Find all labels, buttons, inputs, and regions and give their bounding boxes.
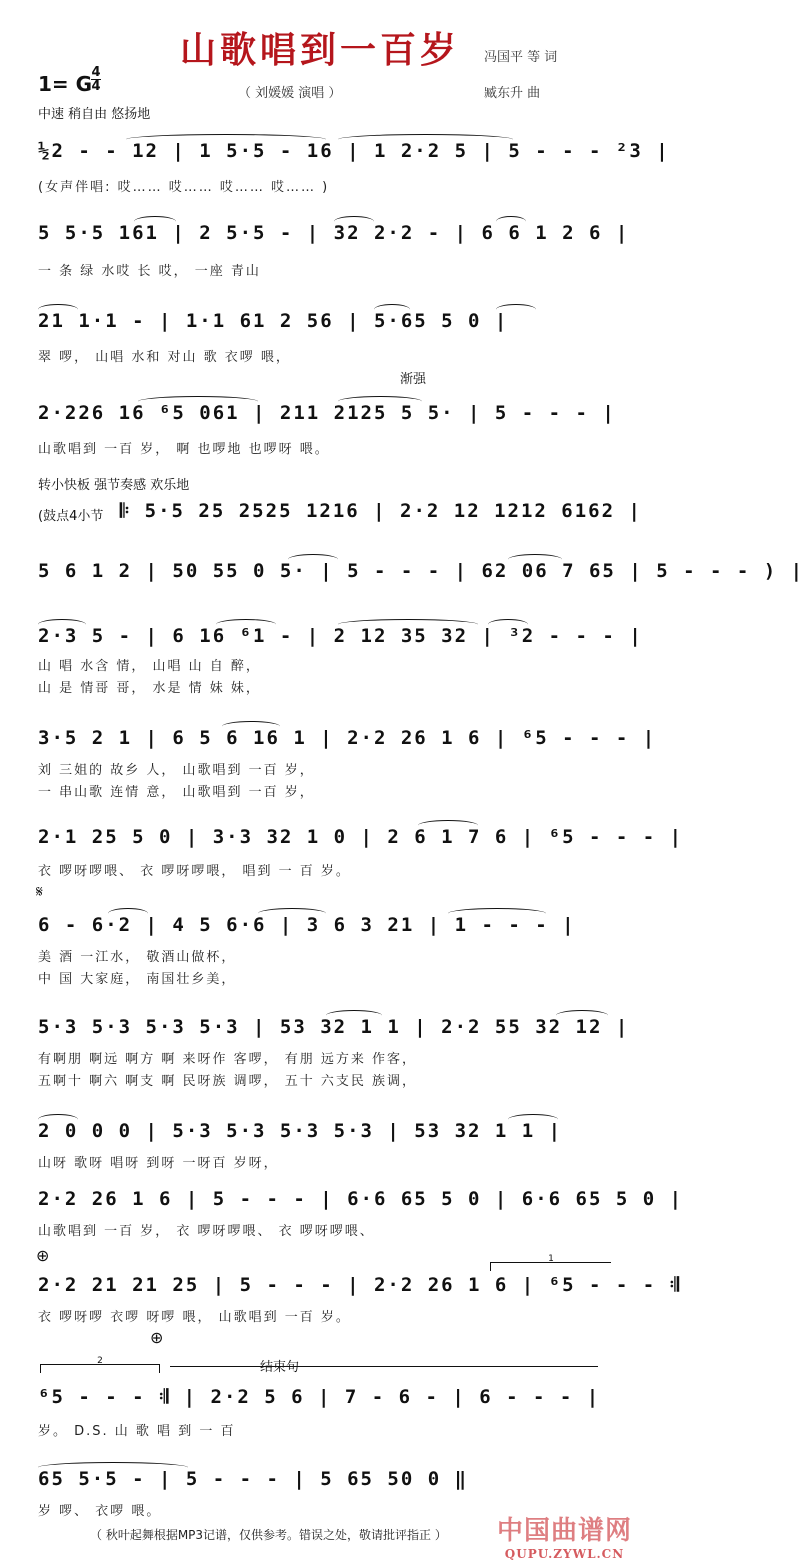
lyric-line: 五啊十 啊六 啊支 啊 民呀族 调啰， 五十 六支民 族调， [38,1074,418,1089]
coda-symbol: ⊕ [150,1328,164,1347]
lyric-line: 山歌唱到 一百 岁， 衣 啰呀啰喂、 衣 啰呀啰喂、 [38,1224,375,1239]
notation-line: 2·226 16 ⁶5 061 | 211 2125 5 5· | 5 - - - | [38,402,616,424]
volta-1-bracket [490,1254,611,1271]
notation-line: 5 5·5 161 | 2 5·5 - | 32 2·2 - | 6 6 1 2 6 | [38,222,630,244]
notation-line: 5 6 1 2 | 50 55 0 5· | 5 - - - | 62 06 7 65 | 5 - - - ) | [38,560,804,582]
notation-line: ½2 - - 12 | 1 5·5 - 16 | 1 2·2 5 | 5 - - - ²3 | [38,140,670,162]
time-signature-bottom: 4 [91,79,101,94]
transcription-note: （ 秋叶起舞根据MP3记谱，仅供参考。错误之处，敬请批评指正 ） [90,1528,447,1542]
lyric-line: 衣 啰呀啰喂、 衣 啰呀啰喂， 唱到 一 百 岁。 [38,864,351,879]
lyric-line: 岁 啰、 衣啰 喂。 [38,1504,162,1519]
lyric-line: 美 酒 一江水， 敬酒山做杯， [38,950,237,965]
lyric-line: 中 国 大家庭， 南国壮乡美， [38,972,237,987]
notation-line: 21 1·1 - | 1·1 61 2 56 | 5·65 5 0 | [38,310,509,332]
site-watermark-url: QUPU.ZYWL.CN [504,1547,625,1561]
lyric-line: 山呀 歌呀 唱呀 到呀 一呀百 岁呀， [38,1156,279,1171]
lyric-line: 山 是 情哥 哥， 水是 情 妹 妹， [38,681,261,696]
lyric-line: 岁。 D.S. 山 歌 唱 到 一 百 [38,1424,236,1439]
coda-symbol: ⊕ [36,1246,50,1265]
lyric-line: 有啊朋 啊远 啊方 啊 来呀作 客啰， 有朋 远方来 作客， [38,1052,418,1067]
transition-marking: 转小快板 强节奏感 欢乐地 [38,478,190,493]
notation-line: 2·2 21 21 25 | 5 - - - | 2·2 26 1 6 | ⁶5 - - - 𝄇 [38,1274,681,1296]
ending-label: 结束句 [260,1360,300,1375]
notation-line: 6 - 6·2 | 4 5 6·6 | 3 6 3 21 | 1 - - - | [38,914,576,936]
performer-credit: （ 刘媛媛 演唱 ） [238,86,342,101]
notation-line: 2·1 25 5 0 | 3·3 32 1 0 | 2 6 1 7 6 | ⁶5 - - - | [38,826,684,848]
segno-symbol: 𝄋 [36,882,43,901]
time-signature [91,66,101,93]
lyric-line: 一 条 绿 水哎 长 哎， 一座 青山 [38,264,261,279]
notation-line: 𝄆 5·5 25 2525 1216 | 2·2 12 1212 6162 | [120,500,642,522]
notation-line: 65 5·5 - | 5 - - - | 5 65 50 0 ‖ [38,1468,469,1490]
notation-line: 3·5 2 1 | 6 5 6 16 1 | 2·2 26 1 6 | ⁶5 - - - | [38,727,657,749]
lyric-line: 山歌唱到 一百 岁， 啊 也啰地 也啰呀 喂。 [38,442,330,457]
intro-note: (鼓点4小节 [38,509,104,524]
volta-1-label: 1 [548,1254,554,1264]
lyric-line: 一 串山歌 连情 意， 山歌唱到 一百 岁， [38,785,315,800]
notation-line: 2·3 5 - | 6 16 ⁶1 - | 2 12 35 32 | ³2 - - - | [38,625,643,647]
lyric-line: (女声伴唱: 哎…… 哎…… 哎…… 哎…… ) [38,180,330,195]
song-title: 山歌唱到一百岁 [179,29,460,71]
lyric-line: 衣 啰呀啰 衣啰 呀啰 喂， 山歌唱到 一百 岁。 [38,1310,351,1325]
notation-line: 2·2 26 1 6 | 5 - - - | 6·6 65 5 0 | 6·6 65 5 0 | [38,1188,684,1210]
volta-2-label: 2 [97,1356,103,1366]
notation-line: 5·3 5·3 5·3 5·3 | 53 32 1 1 | 2·2 55 32 12 | [38,1016,630,1038]
notation-line: ⁶5 - - - 𝄇 | 2·2 5 6 | 7 - 6 - | 6 - - - | [38,1386,601,1408]
notation-line: 2 0 0 0 | 5·3 5·3 5·3 5·3 | 53 32 1 1 | [38,1120,563,1142]
time-signature-top: 4 [91,65,101,80]
composer-credit: 臧东升 曲 [484,86,541,101]
lyricist-credit: 冯国平 等 词 [484,50,558,65]
tempo-marking: 中速 稍自由 悠扬地 [38,107,151,122]
lyric-line: 刘 三姐的 故乡 人， 山歌唱到 一百 岁， [38,763,315,778]
key-signature: 1= G [38,72,93,96]
site-watermark-cn: 中国曲谱网 [496,1516,632,1546]
site-watermark [497,1510,632,1561]
crescendo-mark: 渐强 [400,372,427,387]
lyric-line: 翠 啰， 山唱 水和 对山 歌 衣啰 喂， [38,350,291,365]
volta-2-bracket [40,1356,160,1373]
lyric-line: 山 唱 水含 情， 山唱 山 自 醉， [38,659,261,674]
